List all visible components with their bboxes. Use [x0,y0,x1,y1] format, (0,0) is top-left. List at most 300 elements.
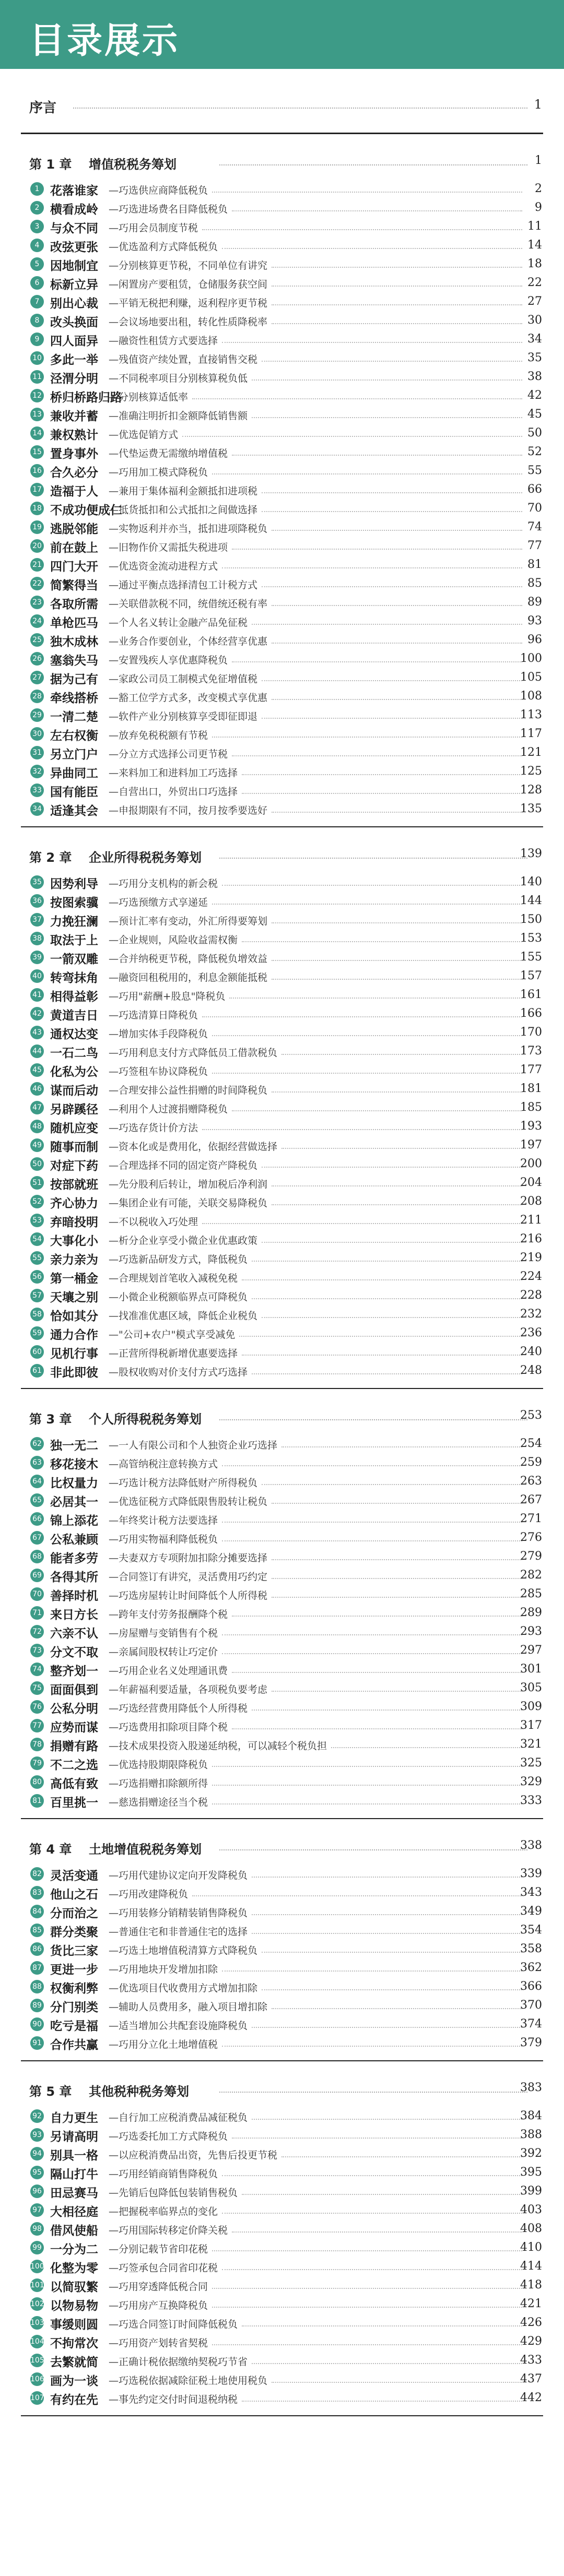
entry-subtitle: —巧选税依据减除征税土地使用税负 [109,2375,268,2387]
entry-title: 多此一举 [50,353,98,367]
toc-entry[interactable] [0,1940,564,1959]
entry-title: 花落谁家 [50,184,98,198]
entry-page: 289 [520,1606,542,1619]
chapter-label: 第 5 章 [29,2084,72,2099]
entry-title: 横看成岭 [50,203,98,217]
entry-number-badge: 95 [30,2166,44,2179]
leader-dots [212,2307,522,2308]
entry-subtitle: —业务合作要创业，个体经营享优惠 [109,636,268,647]
toc-entry[interactable] [0,255,564,274]
entry-page: 211 [520,1214,542,1227]
toc-entry[interactable] [0,2164,564,2182]
toc-entry[interactable] [0,1736,564,1754]
leader-dots [272,1578,522,1579]
leader-dots [222,2269,522,2270]
entry-subtitle: —巧用分立化土地增值税 [109,2039,218,2050]
leader-dots [272,286,522,287]
toc-entry[interactable] [0,593,564,612]
toc-entry[interactable] [0,462,564,481]
toc-entry[interactable] [0,1324,564,1343]
entry-page: 408 [520,2222,542,2235]
toc-entry[interactable] [0,1865,564,1884]
entry-page: 42 [527,389,542,402]
toc-entry[interactable] [0,744,564,763]
toc-entry[interactable] [0,330,564,349]
chapter-heading[interactable] [0,150,564,180]
leader-dots [331,1747,522,1748]
toc-entry[interactable] [0,2201,564,2220]
toc-entry[interactable] [0,1585,564,1604]
toc-entry[interactable] [0,706,564,725]
toc-entry[interactable] [0,1773,564,1792]
preface-row[interactable] [0,92,564,128]
entry-title: 通力合作 [50,1328,98,1342]
entry-page: 429 [520,2335,542,2348]
toc-entry[interactable] [0,518,564,537]
toc-entry[interactable] [0,1792,564,1811]
entry-title: 兼收并蓄 [50,410,98,423]
entry-title: 天壤之别 [50,1291,98,1304]
entry-page: 161 [520,988,542,1001]
toc-entry[interactable] [0,2239,564,2258]
entry-subtitle: —豁工位学方式多，改变模式享优惠 [109,692,268,704]
entry-number-badge: 96 [30,2185,44,2198]
toc-entry[interactable] [0,199,564,218]
toc-entry[interactable] [0,1362,564,1381]
entry-page: 9 [535,201,542,214]
leader-dots [212,473,522,474]
toc-entry[interactable] [0,2220,564,2239]
entry-page: 96 [527,633,542,646]
entry-subtitle: —安置残疾人享优惠降税负 [109,655,228,666]
entry-number-badge: 90 [30,2017,44,2031]
entry-page: 108 [520,690,542,703]
toc-entry[interactable] [0,1042,564,1061]
toc-entry[interactable] [0,763,564,781]
entry-title: 去繁就简 [50,2356,98,2369]
entry-subtitle: —集团企业有可能，关联交易降税负 [109,1197,268,1209]
toc-entry[interactable] [0,1005,564,1024]
toc-entry[interactable] [0,1604,564,1623]
entry-page: 228 [520,1289,542,1302]
entry-number-badge: 16 [30,464,44,478]
leader-dots [272,922,522,923]
chapter-title: 企业所得税税务筹划 [89,850,202,865]
toc-entry[interactable] [0,1529,564,1548]
toc-entry[interactable] [0,612,564,631]
entry-page: 193 [520,1120,542,1133]
entry-page: 70 [527,502,542,515]
toc-entry[interactable] [0,1660,564,1679]
toc-entry[interactable] [0,368,564,387]
toc-entry[interactable] [0,1024,564,1042]
toc-entry[interactable] [0,669,564,687]
entry-title: 造福于人 [50,485,98,498]
entry-subtitle: —利用个人过渡捐赠降税负 [109,1103,228,1115]
leader-dots [212,2344,522,2345]
preface-label: 序言 [29,100,57,116]
leader-dots [222,342,522,343]
entry-title: 齐心协力 [50,1197,98,1210]
entry-subtitle: —正营所得税新增优惠要选择 [109,1348,238,1359]
entry-subtitle: —残值资产续处置，直接销售交税 [109,354,258,365]
toc-entry[interactable] [0,2333,564,2352]
entry-title: 不二之选 [50,1759,98,1772]
leader-dots [219,2092,527,2093]
entry-subtitle: —闲置房产要租赁，仓储服务获空间 [109,279,268,290]
chapter-label: 第 1 章 [29,157,72,172]
entry-page: 117 [520,727,542,740]
entry-title: 事缓则圆 [50,2318,98,2332]
toc-entry[interactable] [0,1435,564,1454]
entry-page: 2 [535,182,542,195]
leader-dots [222,2175,522,2176]
entry-subtitle: —巧选清算日降税负 [109,1010,198,1021]
entry-page: 254 [520,1437,542,1450]
toc-entry[interactable] [0,387,564,406]
toc-entry[interactable] [0,180,564,199]
entry-title: 田忌赛马 [50,2187,98,2200]
entry-number-badge: 40 [30,969,44,983]
toc-entry[interactable] [0,1249,564,1268]
leader-dots [262,1989,522,1990]
entry-subtitle: —关联借款税不同，统借统还税有率 [109,598,268,610]
leader-dots [222,1634,522,1635]
leader-dots [242,1279,522,1280]
toc-entry[interactable] [0,800,564,819]
entry-title: 锦上添花 [50,1514,98,1528]
leader-dots [272,323,522,324]
leader-dots [212,737,522,738]
entry-number-badge: 32 [30,765,44,778]
toc-entry[interactable] [0,892,564,911]
toc-entry[interactable] [0,631,564,650]
entry-number-badge: 89 [30,1999,44,2012]
toc-entry[interactable] [0,2126,564,2145]
entry-title: 公私兼顾 [50,1533,98,1547]
toc-entry[interactable] [0,1921,564,1940]
entry-number-badge: 23 [30,596,44,609]
leader-dots [232,210,522,211]
entry-number-badge: 75 [30,1681,44,1695]
entry-page: 410 [520,2241,542,2254]
toc-entry[interactable] [0,1978,564,1997]
leader-dots [232,661,522,662]
entry-title: 置身事外 [50,447,98,461]
entry-title: 牵线搭桥 [50,692,98,705]
toc-entry[interactable] [0,2182,564,2201]
leader-dots [272,1204,522,1205]
entry-page: 259 [520,1456,542,1469]
entry-page: 421 [520,2297,542,2310]
entry-number-badge: 39 [30,951,44,964]
entry-title: 桥归桥路归路 [50,391,122,405]
toc-entry[interactable] [0,1566,564,1585]
entry-title: 随事而制 [50,1141,98,1154]
leader-dots [232,2138,522,2139]
toc-entry[interactable] [0,781,564,800]
toc-entry[interactable] [0,1623,564,1642]
toc-entry[interactable] [0,500,564,518]
entry-number-badge: 61 [30,1364,44,1378]
entry-title: 通权达变 [50,1028,98,1041]
toc-entry[interactable] [0,1268,564,1287]
toc-entry[interactable] [0,2107,564,2126]
entry-subtitle: —巧用资产划转省契税 [109,2337,208,2349]
entry-title: 别出心裁 [50,297,98,311]
toc-entry[interactable] [0,1959,564,1978]
entry-number-badge: 1 [30,182,44,196]
toc-entry[interactable] [0,2145,564,2164]
entry-subtitle: —优选征税方式降低限售股转让税负 [109,1496,268,1507]
toc-entry[interactable] [0,1642,564,1660]
toc-entry[interactable] [0,556,564,575]
leader-dots [212,2288,522,2289]
entry-page: 403 [520,2203,542,2216]
leader-dots [252,2119,522,2120]
leader-dots [272,1091,522,1093]
toc-entry[interactable] [0,236,564,255]
leader-dots [222,567,522,568]
toc-entry[interactable] [0,1118,564,1136]
toc-entry[interactable] [0,1343,564,1362]
toc-entry[interactable] [0,911,564,930]
toc-entry[interactable] [0,2276,564,2295]
chapter-heading[interactable] [0,843,564,873]
toc-entry[interactable] [0,1230,564,1249]
toc-entry[interactable] [0,725,564,744]
entry-subtitle: —合同签订有讲究，灵活费用巧约定 [109,1571,268,1583]
entry-title: 亲力亲为 [50,1253,98,1267]
entry-title: 因势利导 [50,877,98,891]
toc-entry[interactable] [0,687,564,706]
entry-subtitle: —房屋赠与变销售有个税 [109,1628,218,1639]
entry-number-badge: 37 [30,913,44,927]
toc-entry[interactable] [0,1698,564,1717]
entry-number-badge: 84 [30,1905,44,1918]
entry-number-badge: 44 [30,1044,44,1058]
entry-subtitle: —巧用改建降税负 [109,1889,189,1900]
toc-entry[interactable] [0,2015,564,2034]
toc-entry[interactable] [0,1679,564,1698]
entry-number-badge: 72 [30,1625,44,1639]
leader-dots [202,229,522,230]
entry-number-badge: 30 [30,727,44,741]
entry-subtitle: —巧选房屋转让时间降低个人所得税 [109,1590,268,1601]
toc-entry[interactable] [0,312,564,330]
chapter-heading[interactable] [0,2077,564,2107]
entry-title: 比权量力 [50,1477,98,1490]
leader-dots [219,164,527,165]
leader-dots [262,718,522,719]
toc-entry[interactable] [0,1548,564,1566]
entry-number-badge: 103 [30,2316,44,2330]
entry-number-badge: 3 [30,220,44,233]
toc-entry[interactable] [0,930,564,948]
leader-dots [212,1035,522,1036]
entry-page: 121 [520,746,542,759]
toc-entry[interactable] [0,1754,564,1773]
toc-entry[interactable] [0,2295,564,2314]
toc-entry[interactable] [0,873,564,892]
entry-subtitle: —准确注明折扣金额降低销售额 [109,410,248,422]
entry-number-badge: 66 [30,1512,44,1526]
toc-entry[interactable] [0,2314,564,2333]
toc-entry[interactable] [0,1193,564,1212]
entry-number-badge: 65 [30,1493,44,1507]
entry-title: 权衡利弊 [50,1982,98,1996]
leader-dots [242,793,522,794]
entry-page: 297 [520,1644,542,1657]
leader-dots [272,1691,522,1692]
toc-entry[interactable] [0,948,564,967]
toc-entry[interactable] [0,986,564,1005]
toc-entry[interactable] [0,1080,564,1099]
entry-subtitle: —抵货抵扣和公式抵扣之间做选择 [109,504,258,516]
entry-title: 以物易物 [50,2299,98,2313]
entry-subtitle: —小微企业税额临界点可降税负 [109,1291,248,1303]
leader-dots [232,1616,522,1617]
chapter-page: 1 [535,154,542,167]
toc-entry[interactable] [0,1212,564,1230]
toc-entry[interactable] [0,1903,564,1921]
entry-title: 画为一谈 [50,2375,98,2388]
entry-page: 343 [520,1886,542,1899]
entry-page: 173 [520,1044,542,1058]
entry-number-badge: 47 [30,1101,44,1114]
entry-page: 155 [520,951,542,964]
leader-dots [252,417,522,418]
toc-entry[interactable] [0,2389,564,2408]
entry-page: 81 [527,558,542,571]
toc-entry[interactable] [0,1491,564,1510]
toc-entry[interactable] [0,424,564,443]
toc-entry[interactable] [0,1884,564,1903]
entry-title: 独木成林 [50,635,98,649]
toc-entry[interactable] [0,1717,564,1736]
leader-dots [202,1223,522,1224]
leader-dots [272,2008,522,2009]
entry-page: 125 [520,765,542,778]
divider [21,826,543,827]
entry-number-badge: 48 [30,1120,44,1133]
toc-entry[interactable] [0,1136,564,1155]
entry-page: 309 [520,1700,542,1713]
entry-number-badge: 76 [30,1700,44,1714]
chapter-label: 第 4 章 [29,1842,72,1857]
entry-number-badge: 41 [30,988,44,1002]
leader-dots [262,1484,522,1485]
entry-subtitle: —巧选进场费名目降低税负 [109,204,228,215]
leader-dots [281,2156,522,2157]
entry-title: 捐赠有路 [50,1740,98,1753]
toc-entry[interactable] [0,406,564,424]
divider [21,1388,543,1389]
entry-number-badge: 49 [30,1138,44,1152]
toc-entry[interactable] [0,650,564,669]
toc-entry[interactable] [0,481,564,500]
toc-entry[interactable] [0,349,564,368]
toc-entry[interactable] [0,2258,564,2276]
page-header [0,0,564,69]
entry-title: 四人面异 [50,335,98,348]
leader-dots [281,1148,522,1149]
entry-subtitle: —先销后包降低包装销售税负 [109,2187,238,2199]
leader-dots [242,2325,522,2326]
entry-page: 100 [520,652,542,665]
chapter-heading[interactable] [0,1835,564,1865]
entry-subtitle: —不以税收入巧处理 [109,1216,198,1228]
entry-number-badge: 56 [30,1270,44,1284]
entry-page: 349 [520,1905,542,1918]
toc-entry[interactable] [0,1174,564,1193]
entry-page: 370 [520,1999,542,2012]
entry-number-badge: 87 [30,1961,44,1975]
toc-entry[interactable] [0,2352,564,2370]
entry-page: 362 [520,1961,542,1974]
toc-entry[interactable] [0,575,564,593]
entry-page: 140 [520,875,542,888]
toc-entry[interactable] [0,1997,564,2015]
entry-title: 适逢其会 [50,804,98,818]
toc-entry[interactable] [0,2034,564,2053]
leader-dots [252,1710,522,1711]
entry-number-badge: 83 [30,1886,44,1900]
toc-entry[interactable] [0,2370,564,2389]
entry-subtitle: —年薪福利要适量，各项税负要考虑 [109,1684,268,1695]
toc-entry[interactable] [0,274,564,293]
toc-entry[interactable] [0,1155,564,1174]
toc-entry[interactable] [0,1473,564,1491]
chapter-title: 其他税种税务筹划 [89,2084,189,2099]
toc-entry[interactable] [0,1454,564,1473]
entry-number-badge: 79 [30,1756,44,1770]
toc-entry[interactable] [0,293,564,312]
toc-entry[interactable] [0,1510,564,1529]
entry-title: 一清二楚 [50,710,98,724]
entry-number-badge: 92 [30,2109,44,2123]
toc-entry[interactable] [0,443,564,462]
toc-entry[interactable] [0,1061,564,1080]
entry-subtitle: —巧签租车协议降税负 [109,1066,208,1077]
toc-entry[interactable] [0,1287,564,1305]
toc-entry[interactable] [0,1305,564,1324]
entry-subtitle: —析分企业享受小微企业优惠政策 [109,1235,258,1247]
entry-number-badge: 11 [30,370,44,384]
toc-entry[interactable] [0,218,564,236]
leader-dots [252,1261,522,1262]
entry-subtitle: —巧选委托加工方式降税负 [109,2131,228,2142]
entry-page: 388 [520,2128,542,2141]
toc-entry[interactable] [0,1099,564,1118]
toc-entry[interactable] [0,537,564,556]
entry-title: 单枪匹马 [50,616,98,630]
toc-entry[interactable] [0,967,564,986]
entry-page: 395 [520,2166,542,2179]
entry-title: 第一桶金 [50,1272,98,1286]
leader-dots [222,1465,522,1466]
entry-number-badge: 19 [30,520,44,534]
entry-title: 见机行事 [50,1347,98,1361]
entry-subtitle: —企业规则，风险收益需权衡 [109,934,238,946]
entry-title: 六亲不认 [50,1627,98,1641]
entry-title: 更进一步 [50,1963,98,1977]
entry-subtitle: —旧物作价又需抵失税进项 [109,542,228,553]
entry-title: 吃亏是福 [50,2020,98,2033]
chapter-heading[interactable] [0,1405,564,1435]
entry-subtitle: —普通住宅和非普通住宅的选择 [109,1926,248,1938]
leader-dots [272,267,522,268]
